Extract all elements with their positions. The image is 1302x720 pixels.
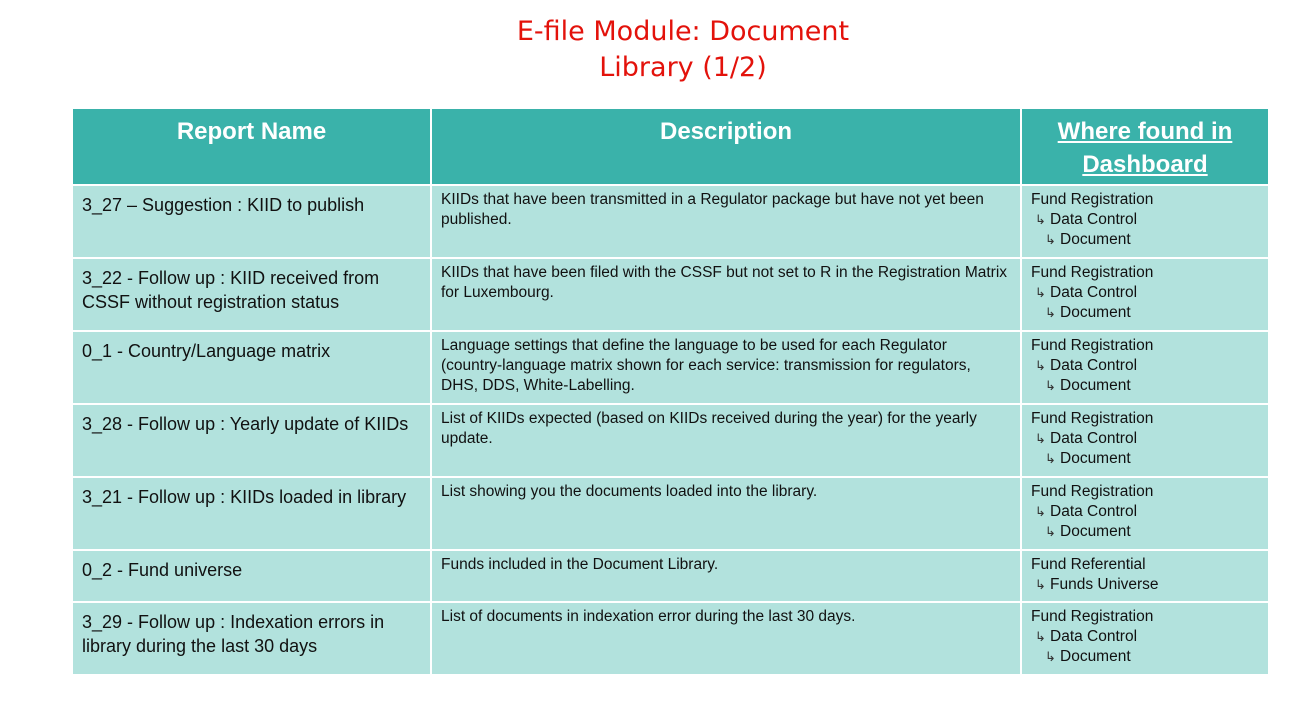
arrow-turn-right-icon: ↳ (1045, 378, 1056, 393)
dashboard-path-label: Document (1060, 304, 1131, 321)
dashboard-path-step (1031, 627, 1259, 647)
dashboard-path-label: Fund Referential (1031, 556, 1146, 573)
arrow-turn-right-icon: ↳ (1045, 305, 1056, 320)
description-cell: KIIDs that have been filed with the CSSF but not set to R in the Registration Matrix for Luxembourg. (431, 258, 1021, 331)
dashboard-path-label: Fund Registration (1031, 337, 1154, 354)
dashboard-path-step (1031, 449, 1259, 469)
dashboard-path-step (1031, 409, 1259, 429)
table-row (72, 477, 1269, 550)
table-row (72, 258, 1269, 331)
description-cell: Language settings that define the language to be used for each Regulator (country-language matrix shown for each service: transmission for regulators, DHS, DDS, White-Labelling. (431, 331, 1021, 404)
dashboard-path-label: Data Control (1050, 628, 1138, 645)
dashboard-path-label: Document (1060, 648, 1131, 665)
table-row (72, 404, 1269, 477)
where-found-cell (1021, 602, 1269, 675)
table-row (72, 602, 1269, 675)
dashboard-path-step (1031, 263, 1259, 283)
table-row (72, 550, 1269, 602)
arrow-turn-right-icon: ↳ (1035, 285, 1046, 300)
arrow-turn-right-icon: ↳ (1035, 629, 1046, 644)
table-row (72, 185, 1269, 258)
dashboard-path-label: Fund Registration (1031, 483, 1154, 500)
description-cell: List of documents in indexation error during the last 30 days. (431, 602, 1021, 675)
dashboard-path-step (1031, 210, 1259, 230)
dashboard-path-step (1031, 303, 1259, 323)
where-found-cell (1021, 404, 1269, 477)
dashboard-path-step (1031, 607, 1259, 627)
dashboard-path-step (1031, 230, 1259, 250)
slide-title (470, 14, 896, 86)
dashboard-path-label: Data Control (1050, 284, 1138, 301)
arrow-turn-right-icon: ↳ (1045, 451, 1056, 466)
report-name-cell: 3_22 - Follow up : KIID received from CSSF without registration status (72, 258, 431, 331)
report-name-cell: 3_27 – Suggestion : KIID to publish (72, 185, 431, 258)
where-found-cell (1021, 258, 1269, 331)
arrow-turn-right-icon: ↳ (1035, 504, 1046, 519)
where-found-cell (1021, 477, 1269, 550)
dashboard-path-label: Document (1060, 450, 1131, 467)
arrow-turn-right-icon: ↳ (1035, 358, 1046, 373)
report-name-cell: 3_29 - Follow up : Indexation errors in library during the last 30 days (72, 602, 431, 675)
dashboard-path-step (1031, 283, 1259, 303)
dashboard-path-label: Fund Registration (1031, 608, 1154, 625)
arrow-turn-right-icon: ↳ (1035, 431, 1046, 446)
document-library-table (71, 107, 1270, 676)
title-line-1: E-file Module: Document (516, 16, 850, 47)
dashboard-path-label: Fund Registration (1031, 191, 1154, 208)
where-found-cell (1021, 331, 1269, 404)
report-name-cell: 0_2 - Fund universe (72, 550, 431, 602)
arrow-turn-right-icon: ↳ (1045, 232, 1056, 247)
description-cell: List of KIIDs expected (based on KIIDs received during the year) for the yearly update. (431, 404, 1021, 477)
dashboard-path-step (1031, 502, 1259, 522)
table-row (72, 331, 1269, 404)
arrow-turn-right-icon: ↳ (1035, 577, 1046, 592)
header-where-line-1: Where found in (1057, 118, 1233, 145)
dashboard-path-label: Data Control (1050, 430, 1138, 447)
description-cell: KIIDs that have been transmitted in a Regulator package but have not yet been published. (431, 185, 1021, 258)
dashboard-path-label: Document (1060, 231, 1131, 248)
arrow-turn-right-icon: ↳ (1045, 649, 1056, 664)
dashboard-path-step (1031, 575, 1259, 595)
dashboard-path-label: Fund Registration (1031, 410, 1154, 427)
dashboard-path-step (1031, 647, 1259, 667)
where-found-cell (1021, 550, 1269, 602)
table-header-row (72, 108, 1269, 185)
dashboard-path-step (1031, 429, 1259, 449)
header-where-found (1021, 108, 1269, 185)
dashboard-path-step (1031, 190, 1259, 210)
dashboard-path-step (1031, 336, 1259, 356)
dashboard-path-step (1031, 555, 1259, 575)
header-report-name: Report Name (72, 108, 431, 185)
dashboard-path-label: Data Control (1050, 211, 1138, 228)
report-name-cell: 3_21 - Follow up : KIIDs loaded in library (72, 477, 431, 550)
dashboard-path-step (1031, 376, 1259, 396)
report-name-cell: 0_1 - Country/Language matrix (72, 331, 431, 404)
arrow-turn-right-icon: ↳ (1045, 524, 1056, 539)
dashboard-path-step (1031, 482, 1259, 502)
report-name-cell: 3_28 - Follow up : Yearly update of KIIDs (72, 404, 431, 477)
header-where-line-2: Dashboard (1082, 151, 1208, 178)
dashboard-path-step (1031, 356, 1259, 376)
description-cell: List showing you the documents loaded into the library. (431, 477, 1021, 550)
dashboard-path-label: Data Control (1050, 357, 1138, 374)
dashboard-path-step (1031, 522, 1259, 542)
where-found-cell (1021, 185, 1269, 258)
dashboard-path-label: Data Control (1050, 503, 1138, 520)
dashboard-path-label: Document (1060, 377, 1131, 394)
dashboard-path-label: Funds Universe (1050, 576, 1159, 593)
dashboard-path-label: Fund Registration (1031, 264, 1154, 281)
dashboard-path-label: Document (1060, 523, 1131, 540)
header-description: Description (431, 108, 1021, 185)
description-cell: Funds included in the Document Library. (431, 550, 1021, 602)
arrow-turn-right-icon: ↳ (1035, 212, 1046, 227)
title-line-2: Library (1/2) (599, 52, 767, 83)
